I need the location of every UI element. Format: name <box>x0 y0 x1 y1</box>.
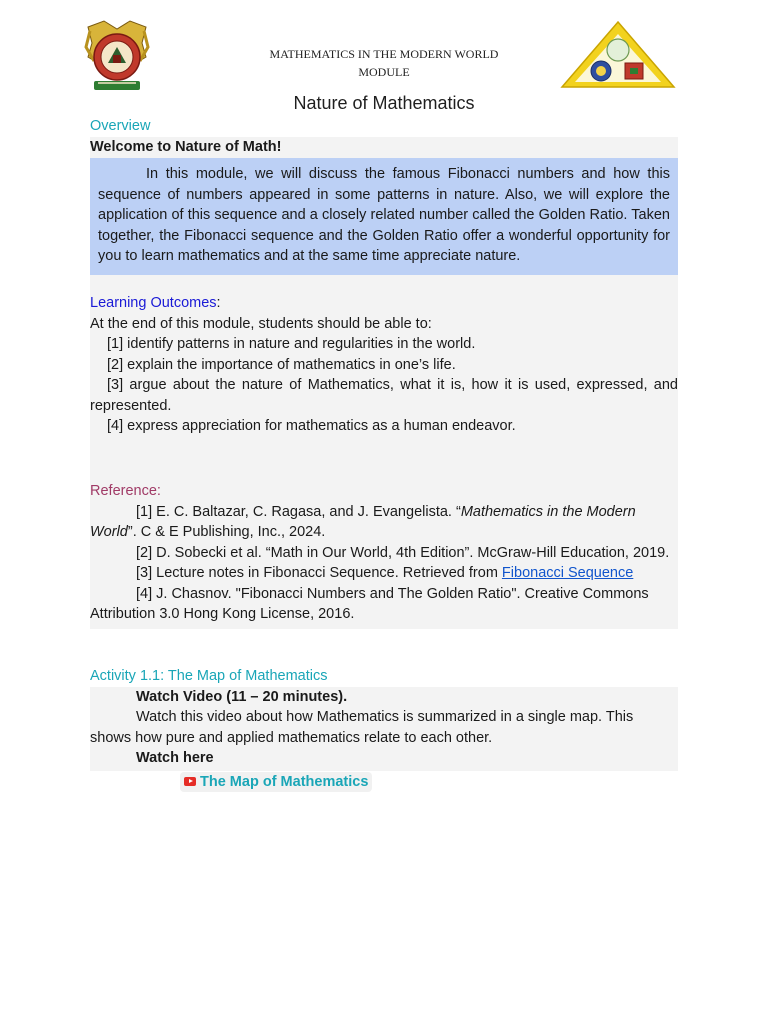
document-title: Nature of Mathematics <box>293 93 475 113</box>
activity-body: Watch this video about how Mathematics is summarized in a single map. This shows how pure and applied mathematics relate to each other. <box>90 709 634 746</box>
reference-item-3 <box>90 563 678 584</box>
outcome-item: [4] express appreciation for mathematics as a human endeavor. <box>107 418 516 434</box>
watch-video-label: Watch Video (11 – 20 minutes). <box>136 688 348 705</box>
learning-outcomes-colon: : <box>216 294 221 311</box>
fibonacci-sequence-link[interactable]: Fibonacci Sequence <box>501 565 634 581</box>
overview-body: In this module, we will discuss the famous Fibonacci numbers and how this sequence of numbers appeared in some patterns in nature. Also, we will explore the application of this sequence and a closely related number called the Golden Ratio. Taken together, the Fibonacci sequence and the Golden Ratio offer a wonderful opportunity for you to learn mathematics and at the same time appreciate nature. <box>98 166 670 264</box>
overview-callout <box>90 158 678 275</box>
reference-section <box>90 481 678 629</box>
reference-1-title: Mathematics in the Modern World <box>90 503 636 540</box>
activity-heading: Activity 1.1: The Map of Mathematics <box>90 667 328 684</box>
reference-1-publisher: ”. C & E Publishing, Inc., 2024. <box>127 524 326 540</box>
page-header <box>0 0 768 100</box>
youtube-icon <box>184 777 196 786</box>
learning-outcomes-section <box>90 275 678 481</box>
university-seal-logo <box>84 17 150 93</box>
activity-section <box>90 687 678 771</box>
video-link-label: The Map of Mathematics <box>200 773 369 790</box>
course-title <box>240 45 528 81</box>
overview-heading: Overview <box>90 118 151 134</box>
reference-heading: Reference: <box>90 482 161 499</box>
course-title-line2: MODULE <box>358 65 410 79</box>
outcome-item: [1] identify patterns in nature and regularities in the world. <box>107 336 476 352</box>
outcomes-intro: At the end of this module, students should be able to: <box>90 315 432 332</box>
welcome-line: Welcome to Nature of Math! <box>90 137 678 158</box>
reference-item-1 <box>90 502 678 543</box>
learning-outcomes-heading <box>90 293 678 314</box>
reference-1-text: [1] E. C. Baltazar, C. Ragasa, and J. Evangelista. “ <box>136 503 461 520</box>
reference-item-2: [2] D. Sobecki et al. “Math in Our World, 4th Edition”. McGraw-Hill Education, 2019. <box>136 544 670 561</box>
video-link-row <box>90 772 678 792</box>
outcome-item: [3] argue about the nature of Mathematics, what it is, how it is used, expressed, and represented. <box>90 377 678 414</box>
learning-outcomes-title: Learning Outcomes <box>90 294 217 311</box>
department-seal-logo <box>560 20 676 90</box>
reference-3-text: [3] Lecture notes in Fibonacci Sequence. Retrieved from <box>136 565 502 581</box>
watch-here-label: Watch here <box>136 750 214 766</box>
reference-item-4: [4] J. Chasnov. "Fibonacci Numbers and The Golden Ratio". Creative Commons Attribution 3.0 Hong Kong License, 2016. <box>90 585 649 622</box>
course-title-line1: MATHEMATICS IN THE MODERN WORLD <box>269 47 499 61</box>
map-of-mathematics-video-link[interactable] <box>180 772 372 792</box>
outcome-item: [2] explain the importance of mathematics in one’s life. <box>107 356 456 373</box>
module-content <box>90 116 678 792</box>
